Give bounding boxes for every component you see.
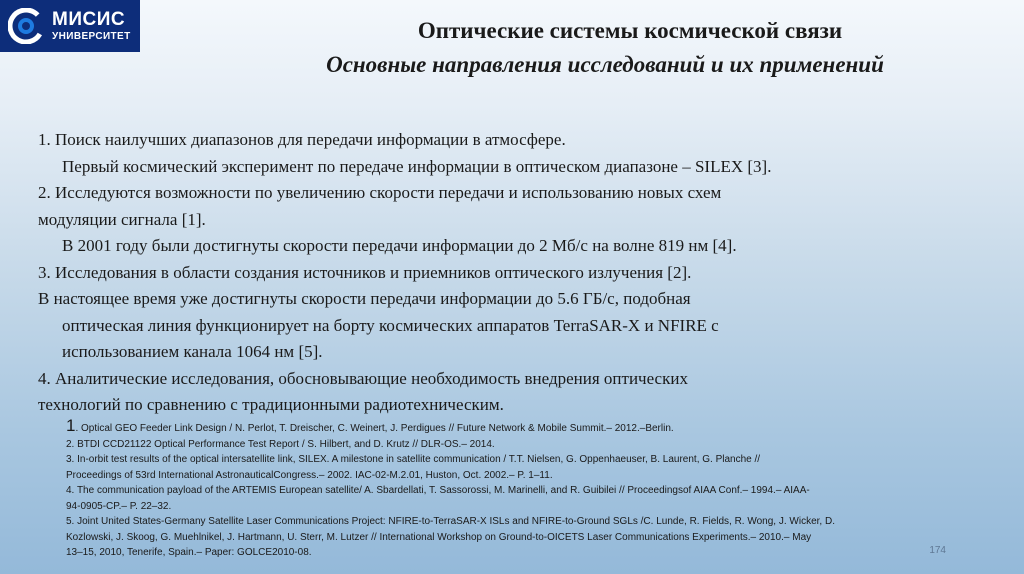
reference-1-text: . Optical GEO Feeder Link Design / N. Perlot, T. Dreischer, C. Weinert, J. Perdigues // Future Network & Mobile Summit.– 2012.–Berlin. bbox=[75, 423, 674, 434]
reference-line: 5. Joint United States-Germany Satellite Laser Communications Project: NFIRE-to-TerraSAR-X ISLs and NFIRE-to-Ground SGLs /C. Lunde, R. Fields, R. Wong, J. Wicker, D. bbox=[66, 516, 835, 527]
reference-line: 94-0905-CP.– P. 22–32. bbox=[66, 500, 172, 512]
page-number: 174 bbox=[929, 545, 946, 556]
reference-line: Proceedings of 53rd International AstronauticalCongress.– 2002. IAC-02-M.2.01, Huston, Oct. 2002.– P. 1–11. bbox=[66, 469, 553, 481]
content-line: технологий по сравнению с традиционными радиотехническим. bbox=[38, 395, 504, 414]
university-logo bbox=[0, 0, 140, 52]
content-line: использованием канала 1064 нм [5]. bbox=[62, 342, 323, 361]
reference-line: 2. BTDI CCD21122 Optical Performance Test Report / S. Hilbert, and D. Krutz // DLR-OS.– 2014. bbox=[66, 438, 495, 450]
slide-content bbox=[38, 127, 998, 419]
misis-logo-icon bbox=[8, 8, 44, 44]
content-line: 3. Исследования в области создания источников и приемников оптического излучения [2]. bbox=[38, 262, 692, 282]
logo-name: МИСИС bbox=[52, 9, 126, 30]
references bbox=[66, 418, 966, 561]
reference-1 bbox=[66, 418, 966, 437]
content-line: 1. Поиск наилучших диапазонов для передачи информации в атмосфере. bbox=[38, 130, 566, 149]
logo-subtitle: УНИВЕРСИТЕТ bbox=[52, 31, 131, 42]
content-line: Первый космический эксперимент по передаче информации в оптическом диапазоне – SILEX [3]. bbox=[62, 156, 772, 176]
content-line: оптическая линия функционирует на борту космических аппаратов TerraSAR-X и NFIRE с bbox=[62, 315, 719, 335]
reference-list bbox=[66, 437, 966, 561]
slide-subtitle: Основные направления исследований и их применений bbox=[326, 52, 884, 77]
slide-title: Оптические системы космической связи bbox=[417, 18, 843, 43]
content-line: В 2001 году были достигнуты скорости передачи информации до 2 Мб/с на волне 819 нм [4]. bbox=[62, 236, 737, 255]
reference-line: 3. In-orbit test results of the optical intersatellite link, SILEX. A milestone in satellite communication / T.T. Nielsen, G. Oppenhaeuser, B. Laurent, G. Planche // bbox=[66, 454, 761, 465]
content-line: 2. Исследуются возможности по увеличению скорости передачи и использованию новых схем bbox=[38, 183, 722, 202]
content-line: В настоящее время уже достигнуты скорости передачи информации до 5.6 ГБ/с, подобная bbox=[38, 289, 691, 308]
content-line: 4. Аналитические исследования, обосновывающие необходимость внедрения оптических bbox=[38, 368, 688, 388]
content-line: модуляции сигнала [1]. bbox=[38, 209, 206, 229]
reference-line: Kozlowski, J. Skoog, G. Muehlnikel, J. Hartmann, U. Sterr, M. Lutzer // International Workshop on Ground-to-OICETS Laser Communications Experiments.– 2010.– May bbox=[66, 531, 812, 543]
reference-line: 13–15, 2010, Tenerife, Spain.– Paper: GOLCE2010-08. bbox=[66, 547, 312, 558]
reference-line: 4. The communication payload of the ARTEMIS European satellite/ A. Sbardellati, T. Sassorossi, M. Marinelli, and R. Guibilei // Proceedingsof AIAA Conf.– 1994.– AIAA- bbox=[66, 485, 810, 496]
reference-1-number: 1 bbox=[66, 416, 76, 435]
